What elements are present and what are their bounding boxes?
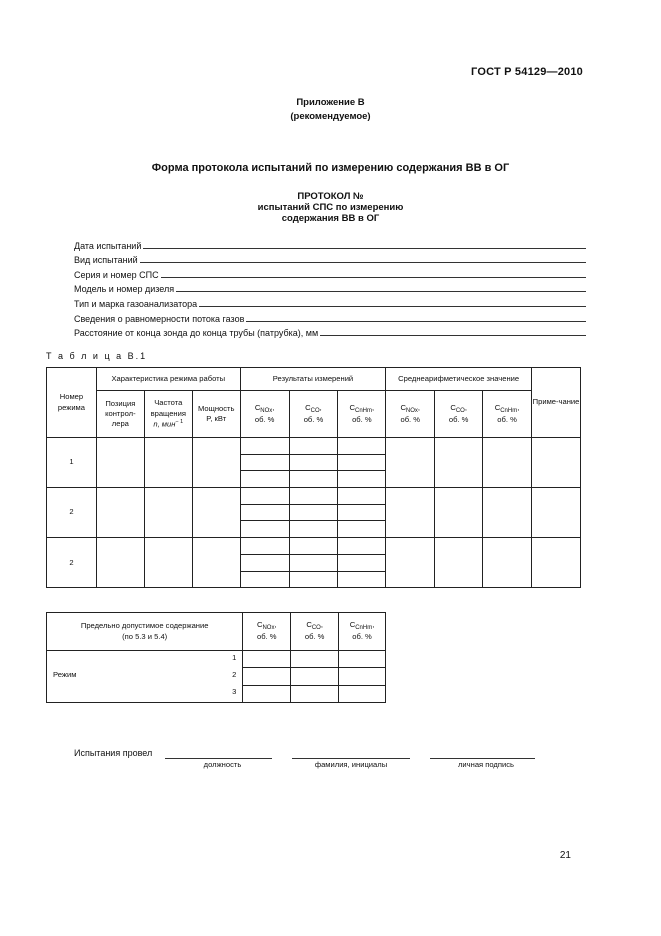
header-limit-c-nox: $C_{NOx}$, об. % bbox=[243, 613, 291, 651]
page-number: 21 bbox=[559, 850, 571, 861]
table-cell[interactable] bbox=[289, 554, 338, 571]
table-cell[interactable] bbox=[289, 521, 338, 538]
table-cell[interactable] bbox=[338, 554, 386, 571]
field-test-type[interactable] bbox=[74, 251, 586, 266]
table-cell[interactable] bbox=[532, 538, 581, 588]
header-c-co: $C_{CO}$, об. % bbox=[289, 391, 338, 438]
table-cell[interactable] bbox=[386, 538, 435, 588]
header-avg-c-cnhm: $C_{CnHm}$, об. % bbox=[483, 391, 532, 438]
table-cell[interactable] bbox=[338, 488, 386, 505]
header-mode-characteristic: Характеристика режима работы bbox=[96, 368, 240, 391]
table-cell[interactable] bbox=[435, 488, 483, 538]
field-gas-analyzer[interactable] bbox=[74, 294, 586, 309]
limits-table bbox=[46, 612, 386, 703]
table-cell[interactable] bbox=[289, 538, 338, 555]
caption-sign: личная подпись bbox=[458, 760, 514, 769]
header-avg-c-nox: $C_{NOx}$, об. % bbox=[386, 391, 435, 438]
caption-position: должность bbox=[203, 760, 242, 769]
protocol-line-2: испытаний СПС по измерению bbox=[257, 202, 404, 213]
table-cell[interactable] bbox=[192, 438, 240, 488]
table-cell[interactable] bbox=[386, 488, 435, 538]
table-cell[interactable] bbox=[338, 438, 386, 455]
header-controller-position: Позиция контрол-лера bbox=[96, 391, 144, 438]
table-cell[interactable] bbox=[289, 471, 338, 488]
signature-position-line[interactable] bbox=[165, 758, 272, 759]
header-limit-c-cnhm: $C_{CnHm}$, об. % bbox=[339, 613, 386, 651]
mode-1-label: 1 bbox=[232, 653, 237, 662]
limit-cnhm-cells[interactable] bbox=[339, 651, 386, 703]
protocol-title: ПРОТОКОЛ № bbox=[297, 191, 364, 202]
table-cell[interactable] bbox=[240, 438, 289, 455]
header-average-value: Среднеарифметическое значение bbox=[386, 368, 532, 391]
header-measurement-results: Результаты измерений bbox=[240, 368, 386, 391]
mode-number-cell: 1 bbox=[47, 438, 97, 488]
field-diesel-model[interactable] bbox=[74, 280, 586, 295]
header-limit-c-co: $C_{CO}$, об. % bbox=[291, 613, 339, 651]
table-cell[interactable] bbox=[289, 504, 338, 521]
field-probe-distance[interactable] bbox=[74, 324, 586, 339]
table-cell[interactable] bbox=[144, 488, 192, 538]
table-cell[interactable] bbox=[435, 538, 483, 588]
mode-2-label: 2 bbox=[232, 670, 237, 679]
table-cell[interactable] bbox=[483, 488, 532, 538]
field-label: Тип и марка газоанализатора bbox=[74, 298, 198, 309]
appendix-subtitle: (рекомендуемое) bbox=[290, 111, 371, 122]
table-cell[interactable] bbox=[289, 571, 338, 588]
table-cell[interactable] bbox=[532, 488, 581, 538]
table-cell[interactable] bbox=[240, 488, 289, 505]
header-permissible-content: Предельно допустимое содержание (по 5.3 и 5.4) bbox=[47, 613, 243, 651]
field-label: Расстояние от конца зонда до конца трубы (патрубка), мм bbox=[74, 328, 319, 339]
table-cell[interactable] bbox=[240, 538, 289, 555]
header-avg-c-co: $C_{CO}$, об. % bbox=[435, 391, 483, 438]
table-cell[interactable] bbox=[338, 504, 386, 521]
field-series-number[interactable] bbox=[74, 265, 586, 280]
header-rotation-speed: Частота вращения n, мин$^{- 1}$ bbox=[144, 391, 192, 438]
table-cell[interactable] bbox=[240, 504, 289, 521]
limit-co-cells[interactable] bbox=[291, 651, 339, 703]
field-label: Серия и номер СПС bbox=[74, 269, 159, 280]
protocol-line-3: содержания ВВ в ОГ bbox=[281, 213, 380, 224]
table-cell[interactable] bbox=[289, 454, 338, 471]
field-label: Модель и номер дизеля bbox=[74, 284, 175, 295]
appendix-title: Приложение В bbox=[296, 97, 365, 108]
table-cell[interactable] bbox=[386, 438, 435, 488]
table-cell[interactable] bbox=[144, 538, 192, 588]
table-cell[interactable] bbox=[96, 538, 144, 588]
table-cell[interactable] bbox=[96, 488, 144, 538]
table-cell[interactable] bbox=[192, 488, 240, 538]
table-cell[interactable] bbox=[240, 471, 289, 488]
table-cell[interactable] bbox=[338, 571, 386, 588]
signature-sign-line[interactable] bbox=[430, 758, 535, 759]
results-table bbox=[46, 367, 581, 588]
header-c-cnhm: $C_{CnHm}$, об. % bbox=[338, 391, 386, 438]
table-cell[interactable] bbox=[96, 438, 144, 488]
header-c-nox: $C_{NOx}$, об. % bbox=[240, 391, 289, 438]
mode-block bbox=[47, 651, 243, 703]
field-label: Вид испытаний bbox=[74, 255, 138, 266]
standard-number: ГОСТ Р 54129—2010 bbox=[471, 66, 583, 78]
protocol-fields bbox=[74, 236, 586, 338]
table-cell[interactable] bbox=[192, 538, 240, 588]
table-cell[interactable] bbox=[532, 438, 581, 488]
table-cell[interactable] bbox=[483, 538, 532, 588]
table-cell[interactable] bbox=[338, 521, 386, 538]
form-title: Форма протокола испытаний по измерению содержания ВВ в ОГ bbox=[151, 162, 510, 174]
field-label: Дата испытаний bbox=[74, 240, 142, 251]
header-note: Приме-чание bbox=[532, 368, 581, 438]
mode-3-label: 3 bbox=[232, 687, 237, 696]
field-test-date[interactable] bbox=[74, 236, 586, 251]
table-cell[interactable] bbox=[483, 438, 532, 488]
table-caption: Т а б л и ц а В.1 bbox=[46, 351, 148, 361]
caption-name: фамилия, инициалы bbox=[314, 760, 388, 769]
table-cell[interactable] bbox=[338, 538, 386, 555]
table-cell[interactable] bbox=[240, 554, 289, 571]
table-cell[interactable] bbox=[144, 438, 192, 488]
mode-label: Режим bbox=[53, 670, 77, 679]
table-cell[interactable] bbox=[240, 454, 289, 471]
field-flow-uniformity[interactable] bbox=[74, 309, 586, 324]
mode-number-cell: 2 bbox=[47, 538, 97, 588]
table-cell[interactable] bbox=[338, 471, 386, 488]
limit-nox-cells[interactable] bbox=[243, 651, 291, 703]
signature-label: Испытания провел bbox=[74, 748, 153, 758]
table-cell[interactable] bbox=[435, 438, 483, 488]
table-cell[interactable] bbox=[289, 438, 338, 455]
table-cell[interactable] bbox=[240, 571, 289, 588]
table-cell[interactable] bbox=[338, 454, 386, 471]
header-power: Мощность P, кВт bbox=[192, 391, 240, 438]
mode-number-cell: 2 bbox=[47, 488, 97, 538]
header-mode-number: Номер режима bbox=[47, 368, 97, 438]
field-label: Сведения о равномерности потока газов bbox=[74, 313, 245, 324]
table-cell[interactable] bbox=[240, 521, 289, 538]
signature-name-line[interactable] bbox=[292, 758, 410, 759]
table-cell[interactable] bbox=[289, 488, 338, 505]
